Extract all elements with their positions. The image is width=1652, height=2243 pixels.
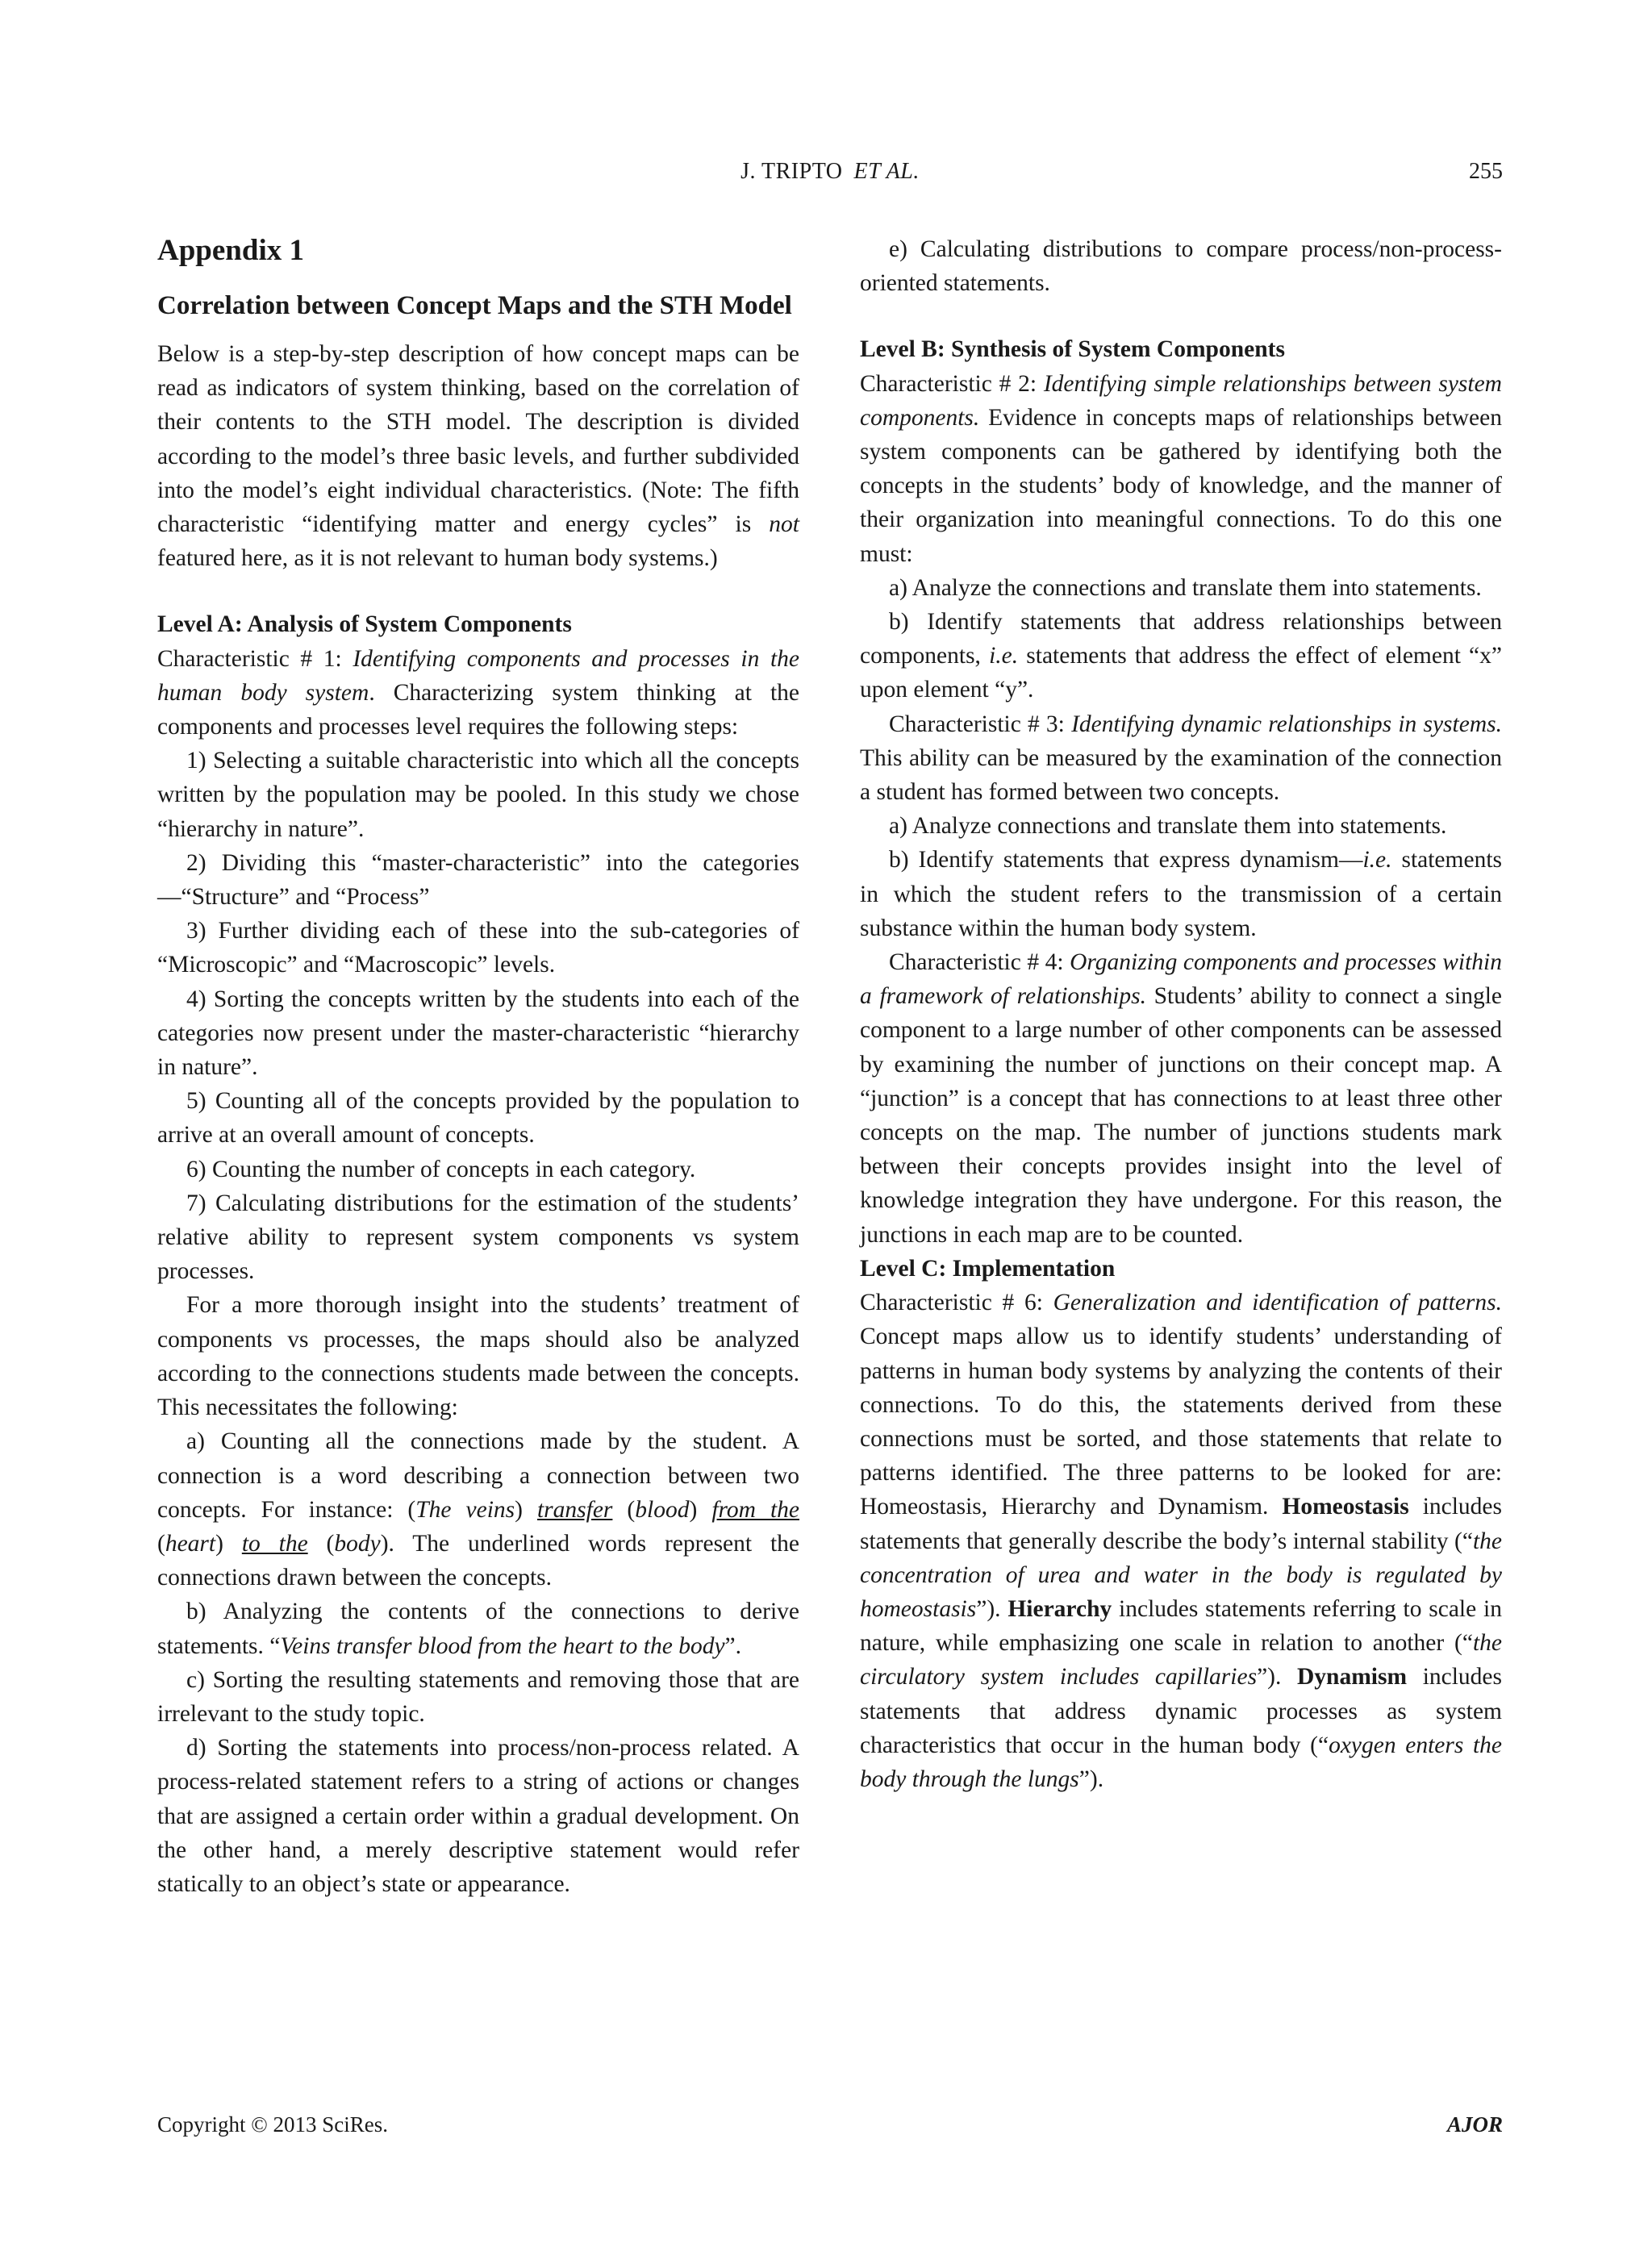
step-3: 3) Further dividing each of these into the sub-categories of “Microscopic” and “Macroscopic” levels. [157,918,799,978]
step-2: 2) Dividing this “master-characteristic” into the categories—“Structure” and “Process” [157,849,799,911]
level-c-heading: Level C: Implementation [860,1255,1116,1282]
thorough-paragraph: For a more thorough insight into the students’ treatment of components vs processes, the maps should also be analyzed according to the connections students made between the concepts. This necessitates the following: [157,1292,799,1421]
characteristic-3: Characteristic # 3: Identifying dynamic relationships in systems. This ability can be measured by the examination of the connection a student has formed between two concepts. [860,711,1502,806]
step-1: 1) Selecting a suitable characteristic into which all the concepts written by the population may be pooled. In this study we chose “hierarchy in nature”. [157,748,799,842]
item-a: a) Counting all the connections made by the student. A connection is a word describing a connection between two concepts. For instance: (The veins) transfer (blood) from the (heart) to the (body). The underlined words represent the connections drawn between the concepts. [157,1428,799,1591]
running-head-authors: J. TRIPTO ET AL. [740,159,920,184]
characteristic-3-a: a) Analyze connections and translate them into statements. [889,813,1447,840]
characteristic-2-a: a) Analyze the connections and translate them into statements. [889,574,1482,601]
level-b-heading: Level B: Synthesis of System Components [860,336,1285,363]
appendix-title: Appendix 1 [157,234,304,267]
characteristic-2: Characteristic # 2: Identifying simple relationships between system components. Evidence in concepts maps of relationships between system components can be gathered by identifying both the concepts in the students’ body of knowledge, and the manner of their organization into meaningful connections. To do this one must: [860,370,1502,567]
characteristic-4: Characteristic # 4: Organizing components and processes within a framework of relationships. Students’ ability to connect a single component to a large number of other components can be assessed by examining the number of junctions on their concept map. A “junction” is a concept that has connections to at least three other concepts on the map. The number of junctions students mark between their concepts provides insight into the level of knowledge integration they have undergone. For this reason, the junctions in each map are to be counted. [860,949,1502,1248]
intro-paragraph: Below is a step-by-step description of how concept maps can be read as indicators of system thinking, based on the correlation of their contents to the STH model. The description is divided according to the model’s three basic levels, and further subdivided into the model’s eight individual characteristics. (Note: The fifth characteristic “identifying matter and energy cycles” is not featured here, as it is not relevant to human body systems.) [157,341,799,572]
step-5: 5) Counting all of the concepts provided by the population to arrive at an overall amount of concepts. [157,1088,799,1149]
section-title: Correlation between Concept Maps and the STH Model [157,291,792,320]
item-d: d) Sorting the statements into process/non-process related. A process-related statement refers to a string of actions or changes that are assigned a certain order within a gradual development. On the other hand, a merely descriptive statement would refer statically to an object’s state or appearance. [157,1735,799,1897]
step-6: 6) Counting the number of concepts in each category. [186,1156,696,1182]
characteristic-3-b: b) Identify statements that express dynamism—i.e. statements in which the student refers to the transmission of a certain substance within the human body system. [860,847,1502,941]
item-b: b) Analyzing the contents of the connections to derive statements. “Veins transfer blood from the heart to the body”. [157,1599,799,1659]
running-head-et-al: ET AL. [853,159,920,184]
characteristic-2-b: b) Identify statements that address relationships between components, i.e. statements that address the effect of element “x” upon element “y”. [860,609,1502,703]
running-head [157,156,1503,188]
page-number: 255 [1469,159,1503,184]
characteristic-6: Characteristic # 6: Generalization and identification of patterns. Concept maps allow us to identify students’ understanding of patterns in human body systems by analyzing the contents of their connections. To do this, the statements derived from these connections must be sorted, and those statements that relate to patterns identified. The three patterns to be looked for are: Homeostasis, Hierarchy and Dynamism. Homeostasis includes statements that generally describe the body’s internal stability (“the concentration of urea and water in the body is regulated by homeostasis”). Hierarchy includes statements referring to scale in nature, while emphasizing one scale in relation to another (“the circulatory system includes capillaries”). Dynamism includes statements that address dynamic processes as system characteristics that occur in the human body (“oxygen enters the body through the lungs”). [860,1290,1502,1792]
footer [157,2108,1503,2141]
copyright: Copyright © 2013 SciRes. [157,2112,389,2137]
journal-name: AJOR [1446,2112,1503,2137]
characteristic-1: Characteristic # 1: Identifying components and processes in the human body system. Characterizing system thinking at the components and processes level requires the following steps: [157,645,800,740]
left-column [157,232,799,1901]
step-4: 4) Sorting the concepts written by the students into each of the categories now present under the master-characteristic “hierarchy in nature”. [157,986,799,1081]
step-7: 7) Calculating distributions for the estimation of the students’ relative ability to represent system components vs system processes. [157,1190,799,1285]
right-column [860,232,1502,1796]
level-a-heading: Level A: Analysis of System Components [157,611,572,638]
item-e: e) Calculating distributions to compare process/non-process-oriented statements. [860,236,1502,297]
item-c: c) Sorting the resulting statements and removing those that are irrelevant to the study topic. [157,1666,799,1727]
